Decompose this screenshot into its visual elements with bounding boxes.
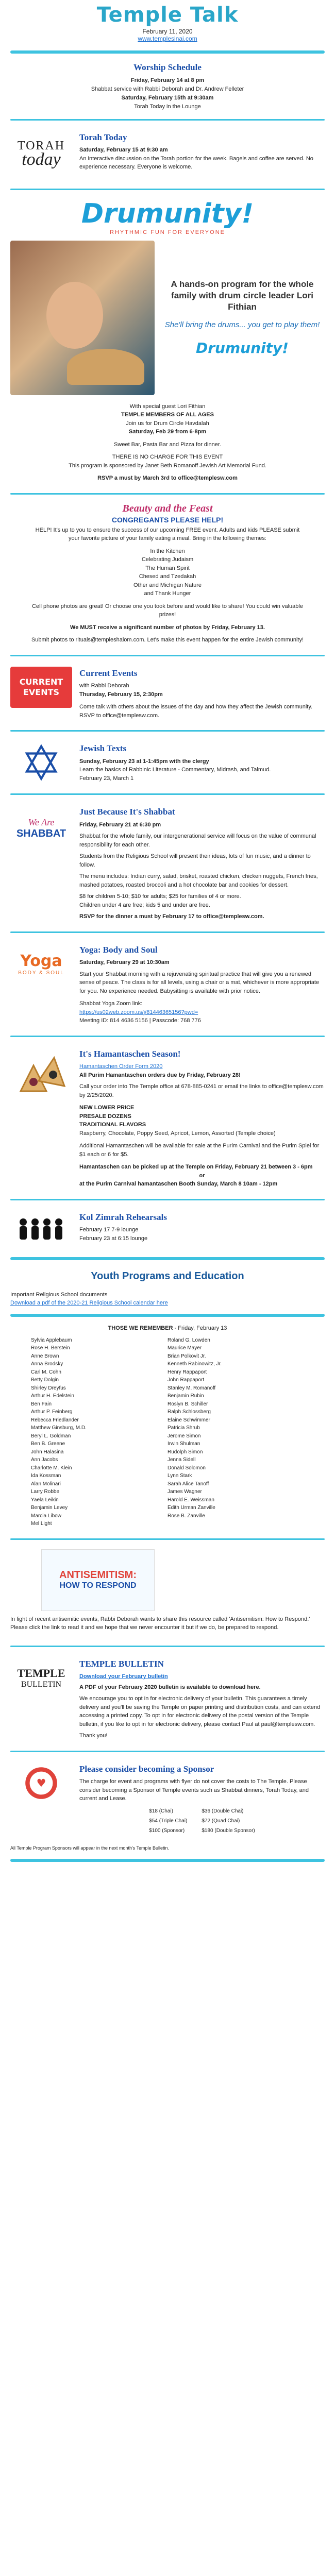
remembered-name: Irwin Shulman	[167, 1441, 200, 1447]
sponsor-tier: $36 (Double Chai)	[202, 1808, 244, 1814]
beauty-themes	[10, 545, 325, 600]
shabbat-p: Children under 4 are free; kids 5 and under are free.	[79, 902, 210, 908]
drumunity-details	[10, 400, 325, 485]
divider	[10, 931, 325, 933]
torah-today-desc: An interactive discussion on the Torah portion for the week. Bagels and coffee are served. No experience necessary. Everyone is welcome.	[79, 155, 313, 171]
remembered-name: Anna Brodsky	[31, 1361, 63, 1367]
remembered-name: Ben B. Greene	[31, 1441, 65, 1447]
jewish-texts-date: February 23, March 1	[79, 775, 134, 782]
kol-zimrah-line: February 17 7-9 lounge	[79, 1227, 139, 1233]
remembered-name: Benjamin Rubin	[167, 1393, 204, 1399]
sponsor-footnote: All Temple Program Sponsors will appear in the next month's Temple Bulletin.	[10, 1845, 170, 1851]
worship-section	[0, 58, 335, 115]
jewish-texts-section	[0, 736, 335, 789]
current-events-body: Come talk with others about the issues of the day and how they affect the Jewish community. RSVP to office@templesw.com.	[79, 704, 313, 719]
shabbat-heading: Just Because It's Shabbat	[79, 807, 175, 817]
remembered-name: Lynn Stark	[167, 1473, 192, 1479]
hamantaschen-image	[10, 1047, 72, 1104]
shabbat-section	[0, 799, 335, 927]
theme-item: Celebrating Judaism	[141, 556, 194, 563]
yoga-zoom-link[interactable]: https://us02web.zoom.us/j/81446365156?pwd=	[79, 1009, 198, 1015]
current-events-heading: Current Events	[79, 668, 138, 678]
logo-text: Yoga	[20, 952, 62, 970]
logo-text: TEMPLE	[17, 1666, 65, 1680]
sponsor-tier: $100 (Sponsor)	[149, 1827, 185, 1834]
hamantaschen-flavors-head: TRADITIONAL FLAVORS	[79, 1122, 146, 1128]
bulletin-logo	[10, 1657, 72, 1699]
shabbat-p: Students from the Religious School will present their ideas, lots of fun music, and a dinner to follow.	[79, 853, 311, 868]
remembered-name: Rose B. Zanville	[167, 1513, 205, 1519]
remembered-name: Ida Kossman	[31, 1473, 61, 1479]
logo-text: CURRENT EVENTS	[19, 677, 63, 697]
bulletin-heading: TEMPLE BULLETIN	[79, 1658, 164, 1669]
logo-text: today	[22, 150, 61, 170]
bulletin-line: A PDF of your February 2020 bulletin is available to download here.	[79, 1684, 261, 1690]
shabbat-p: Shabbat for the whole family, our intergenerational service will focus on the value of communal responsibility for each other.	[79, 833, 316, 848]
remembered-name: Sarah Alice Tanoff	[167, 1481, 209, 1487]
remembered-name: Anne Brown	[31, 1353, 59, 1359]
remembered-name: Carl M. Cohn	[31, 1369, 61, 1375]
current-events-section	[0, 660, 335, 726]
remembered-name: Matthew Ginsburg, M.D.	[31, 1425, 87, 1431]
divider	[10, 655, 325, 656]
newsletter-date: February 11, 2020	[142, 28, 193, 35]
remembered-name: Roslyn B. Schiller	[167, 1401, 208, 1407]
remembered-name: Jenna Sidell	[167, 1457, 196, 1463]
drumunity-title: Drumunity!	[81, 198, 254, 229]
remembered-name: John Rappaport	[167, 1377, 205, 1383]
divider	[10, 493, 325, 495]
sponsor-badge-icon	[10, 1762, 72, 1804]
remembered-name: Edith Urman Zanville	[167, 1505, 215, 1511]
detail-line: Sweet Bar, Pasta Bar and Pizza for dinner.	[114, 441, 221, 448]
drumunity-tagline: RHYTHMIC FUN FOR EVERYONE	[110, 229, 225, 235]
hamantaschen-pickup2: at the Purim Carnival hamantaschen Booth Sunday, March 8 10am - 12pm	[79, 1181, 278, 1188]
divider	[10, 730, 325, 732]
hamantaschen-flavors: Raspberry, Chocolate, Poppy Seed, Apricot, Lemon, Assorted (Temple choice)	[79, 1130, 276, 1137]
shabbat-logo	[10, 805, 72, 852]
remembered-name: Shirley Dreyfus	[31, 1385, 66, 1391]
remembered-name: Arthur H. Edelstein	[31, 1393, 74, 1399]
hamantaschen-or: or	[199, 1172, 205, 1179]
remembered-name: Yaela Leikin	[31, 1497, 59, 1503]
shabbat-p: $8 for children 5-10; $10 for adults; $25 for families of 4 or more.	[79, 893, 241, 900]
logo-text: BODY & SOUL	[18, 970, 64, 976]
youth-line: Important Religious School documents	[10, 1291, 108, 1298]
remembered-name: Marcia Libow	[31, 1513, 61, 1519]
yoga-body: Start your Shabbat morning with a rejuvenating spiritual practice that will give you a renewed sense of peace. The class is for all levels, using a chair or a mat, whichever is more appropriate for you. No experience needed. Babysitting is available with prior notice.	[79, 971, 320, 994]
divider	[10, 1859, 325, 1862]
logo-text: SHABBAT	[16, 828, 66, 840]
beauty-feast-section	[0, 499, 335, 651]
torah-today-logo	[10, 131, 72, 178]
remembered-name: Sylvia Applebaum	[31, 1337, 72, 1343]
newsletter-title: Temple Talk	[96, 3, 239, 27]
kol-zimrah-line: February 23 at 6:15 lounge	[79, 1235, 148, 1242]
divider	[10, 1751, 325, 1752]
youth-details	[0, 1289, 335, 1310]
divider	[10, 1199, 325, 1200]
remembered-name: Donald Solomon	[167, 1465, 206, 1471]
remembered-name: Beryl L. Goldman	[31, 1433, 71, 1439]
names-left	[31, 1336, 167, 1528]
yoga-logo	[10, 943, 72, 985]
divider	[10, 1646, 325, 1647]
worship-line: Saturday, February 15th at 9:30am	[121, 95, 214, 101]
sponsor-tier: $72 (Quad Chai)	[202, 1818, 240, 1824]
bulletin-thanks: Thank you!	[79, 1733, 108, 1739]
drumunity-section	[0, 194, 335, 489]
beauty-title: Beauty and the Feast	[122, 502, 213, 514]
detail-line: Saturday, Feb 29 from 6-8pm	[128, 429, 207, 435]
yoga-when: Saturday, February 29 at 10:30am	[79, 959, 170, 966]
theme-item: In the Kitchen	[150, 548, 185, 554]
poster-headline: A hands-on program for the whole family with drum circle leader Lori Fithian	[171, 279, 314, 312]
logo-text: ANTISEMITISM:	[59, 1569, 137, 1581]
current-events-sub: with Rabbi Deborah	[79, 683, 129, 689]
hamantaschen-price: PRESALE DOZENS	[79, 1113, 131, 1120]
youth-heading: Youth Programs and Education	[91, 1270, 244, 1282]
detail-line: This program is sponsored by Janet Beth Romanoff Jewish Art Memorial Fund.	[69, 462, 266, 469]
divider	[10, 50, 325, 54]
logo-text: TORAH	[17, 139, 65, 153]
logo-text: BULLETIN	[21, 1680, 62, 1689]
remembered-name: Ralph Schlossberg	[167, 1409, 211, 1415]
website-link[interactable]: www.templesinai.com	[138, 35, 197, 42]
remembered-name: Rebecca Friedlander	[31, 1417, 79, 1423]
remembered-name: Elaine Schwimmer	[167, 1417, 210, 1423]
beauty-deadline: We MUST receive a significant number of photos by Friday, February 13.	[70, 624, 265, 631]
remembered-name: Mel Light	[31, 1521, 52, 1527]
sponsor-heading: Please consider becoming a Sponsor	[79, 1764, 214, 1774]
remembered-name: Kenneth Rabinowitz, Jr.	[167, 1361, 222, 1367]
masthead	[0, 0, 335, 46]
kol-zimrah-heading: Kol Zimrah Rehearsals	[79, 1212, 167, 1222]
hamantaschen-line: All Purim Hamantaschen orders due by Friday, February 28!	[79, 1072, 241, 1078]
jewish-texts-body: Learn the basics of Rabbinic Literature - Commentary, Midrash, and Talmud.	[79, 767, 271, 773]
beauty-subtitle: CONGREGANTS PLEASE HELP!	[111, 515, 224, 524]
remembered-name: Betty Dolgin	[31, 1377, 59, 1383]
star-of-david-icon	[10, 742, 72, 783]
remembered-name: Ann Jacobs	[31, 1457, 58, 1463]
person-face-shape	[46, 282, 103, 349]
bulletin-section	[0, 1651, 335, 1747]
torah-today-section	[0, 125, 335, 184]
torah-today-when: Saturday, February 15 at 9:30 am	[79, 147, 168, 154]
poster-subline: She'll bring the drums... you get to play them!	[164, 320, 320, 330]
divider	[10, 793, 325, 795]
jewish-texts-when: Sunday, February 23 at 1-1:45pm with the clergy	[79, 758, 209, 765]
remembered-name: Charlotte M. Klein	[31, 1465, 72, 1471]
theme-item: and Thank Hunger	[144, 590, 191, 597]
remembered-name: John Halasina	[31, 1449, 64, 1455]
sponsor-section	[0, 1756, 335, 1845]
remembered-name: Stanley M. Romanoff	[167, 1385, 216, 1391]
drummer-photo	[10, 241, 155, 395]
remembrance-heading: THOSE WE REMEMBER	[108, 1325, 173, 1331]
hamantaschen-extra: Additional Hamantaschen will be available for sale at the Purim Carnival and the Purim Spiel for $1 each or 6 for $5.	[79, 1143, 320, 1158]
sponsor-tier: $54 (Triple Chai)	[149, 1818, 188, 1824]
divider	[10, 1538, 325, 1540]
hamantaschen-section	[0, 1041, 335, 1195]
youth-calendar-link[interactable]: Download a pdf of the 2020-21 Religious School calendar here	[10, 1300, 168, 1307]
remembered-name: Arthur P. Feinberg	[31, 1409, 73, 1415]
remembered-name: Henry Rappaport	[167, 1369, 207, 1375]
sponsor-tiers	[142, 1806, 262, 1836]
choir-icon	[10, 1211, 72, 1247]
antisemitism-logo[interactable]	[41, 1549, 155, 1611]
divider	[10, 1257, 325, 1260]
divider	[10, 189, 325, 190]
beauty-body: Cell phone photos are great! Or choose one you took before and would like to share! You could win valuable prizes!	[32, 603, 303, 618]
hamantaschen-order-link[interactable]: Hamantaschen Order Form 2020	[79, 1063, 163, 1070]
logo-text: HOW TO RESPOND	[59, 1581, 137, 1590]
remembered-name: Maurice Mayer	[167, 1345, 202, 1351]
yoga-link-label: Shabbat Yoga Zoom link:	[79, 1001, 143, 1007]
remembered-name: Jerome Simon	[167, 1433, 201, 1439]
remembered-name: Harold E. Weissman	[167, 1497, 214, 1503]
shabbat-when: Friday, February 21 at 6:30 pm	[79, 821, 161, 828]
remembrance-heading-row	[10, 1325, 325, 1331]
remembered-name: James Wagner	[167, 1489, 202, 1495]
sponsor-tier: $18 (Chai)	[149, 1808, 173, 1814]
remembered-name: Patricia Shrub	[167, 1425, 200, 1431]
beauty-body: HELP! It's up to you to ensure the success of our upcoming FREE event. Adults and kids PLEASE submit your favorite picture of your family eating a meal. Bring in the following themes:	[35, 527, 300, 542]
worship-line: Friday, February 14 at 8 pm	[130, 77, 205, 84]
worship-line: Shabbat service with Rabbi Deborah and Dr. Andrew Felleter	[91, 86, 244, 93]
yoga-section	[0, 937, 335, 1031]
divider	[10, 1314, 325, 1317]
hamantaschen-pickup: Hamantaschen can be picked up at the Temple on Friday, February 21 between 3 - 6pm	[79, 1164, 313, 1171]
remembered-name: Roland G. Lowden	[167, 1337, 210, 1343]
worship-line: Torah Today in the Lounge	[134, 104, 201, 110]
yoga-heading: Yoga: Body and Soul	[79, 944, 158, 955]
drum-shape	[67, 349, 144, 385]
remembered-name: Alan Molinari	[31, 1481, 61, 1487]
remembered-name: Rudolph Simon	[167, 1449, 203, 1455]
kol-zimrah-section	[0, 1205, 335, 1253]
names-right	[167, 1336, 304, 1528]
detail-line: TEMPLE MEMBERS OF ALL AGES	[121, 412, 214, 418]
remembered-name: Rose H. Berstein	[31, 1345, 70, 1351]
divider	[10, 1036, 325, 1037]
torah-today-heading: Torah Today	[79, 132, 127, 142]
svg-text:♥: ♥	[36, 1776, 46, 1789]
logo-text: We Are	[28, 817, 55, 828]
shabbat-p: The menu includes: Indian curry, salad, brisket, roasted chicken, chicken nuggets, French fries, mashed potatoes, roasted broccoli and a hot chocolate bar and cookies for dessert.	[79, 873, 318, 888]
remembrance-date: - Friday, February 13	[174, 1325, 227, 1331]
theme-item: The Human Spirit	[145, 565, 190, 571]
divider	[10, 119, 325, 121]
current-events-logo	[10, 667, 72, 708]
shabbat-rsvp[interactable]: RSVP for the dinner a must by February 17 to office@templesw.com.	[79, 913, 264, 920]
sponsor-tier: $180 (Double Sponsor)	[202, 1827, 255, 1834]
poster-logo: Drumunity!	[195, 339, 289, 357]
worship-heading: Worship Schedule	[133, 62, 202, 72]
current-events-when: Thursday, February 15, 2:30pm	[79, 691, 163, 698]
detail-line: With special guest Lori Fithian	[129, 403, 206, 410]
detail-line: THERE IS NO CHARGE FOR THIS EVENT	[112, 454, 223, 461]
antisemitism-section	[0, 1544, 335, 1641]
beauty-submit[interactable]: Submit photos to rituals@templeshalom.com. Let's make this event happen for the entire Jewish community!	[31, 637, 304, 643]
drumunity-banner	[10, 198, 325, 235]
remembered-name: Ben Fain	[31, 1401, 52, 1407]
hamantaschen-heading: It's Hamantaschen Season!	[79, 1048, 181, 1059]
yoga-meeting: Meeting ID: 814 4636 5156 | Passcode: 768 776	[79, 1018, 201, 1024]
sponsor-body: The charge for event and programs with flyer do not cover the costs to The Temple. Please consider becoming a Sponsor of Temple events such as Shabbat dinners, Torah Today, and current and Lease.	[79, 1778, 309, 1802]
detail-line: Join us for Drum Circle Havdalah	[126, 420, 209, 427]
remembered-name: Larry Robbe	[31, 1489, 60, 1495]
rsvp-line[interactable]: RSVP a must by March 3rd to office@templesw.com	[97, 475, 238, 482]
theme-item: Chesed and Tzedakah	[139, 573, 196, 580]
jewish-texts-heading: Jewish Texts	[79, 743, 127, 754]
remembered-name: Brian Polkovit Jr.	[167, 1353, 206, 1359]
hamantaschen-line: Call your order into The Temple office at 678-885-0241 or email the links to office@templesw.com by 2/25/2020.	[79, 1083, 324, 1098]
antisemitism-body: In light of recent antisemitic events, Rabbi Deborah wants to share this resource called 'Antisemitism: How to Respond.' Please click the link to read it and we hope that we never encounter it but if we do, be prepared to respond.	[10, 1616, 310, 1631]
bulletin-download-link[interactable]: Download your February bulletin	[79, 1673, 168, 1680]
hamantaschen-price-head: NEW LOWER PRICE	[79, 1105, 135, 1111]
theme-item: Other and Michigan Nature	[133, 582, 202, 588]
drumunity-poster	[10, 241, 325, 395]
remembrance-section	[0, 1321, 335, 1534]
remembrance-names	[10, 1334, 325, 1530]
bulletin-line: We encourage you to opt in for electronic delivery of your bulletin. This guarantees a timely delivery and you'll be saving the Temple on paper printing and distribution costs, and can extend accessing a printed copy. To opt in for electronic delivery of the postal version of the Temple bulletin, if you like to opt in for electronic delivery, please contact Paul at paul@templesw.com.	[79, 1696, 321, 1727]
remembered-name: Benjamin Levey	[31, 1505, 68, 1511]
